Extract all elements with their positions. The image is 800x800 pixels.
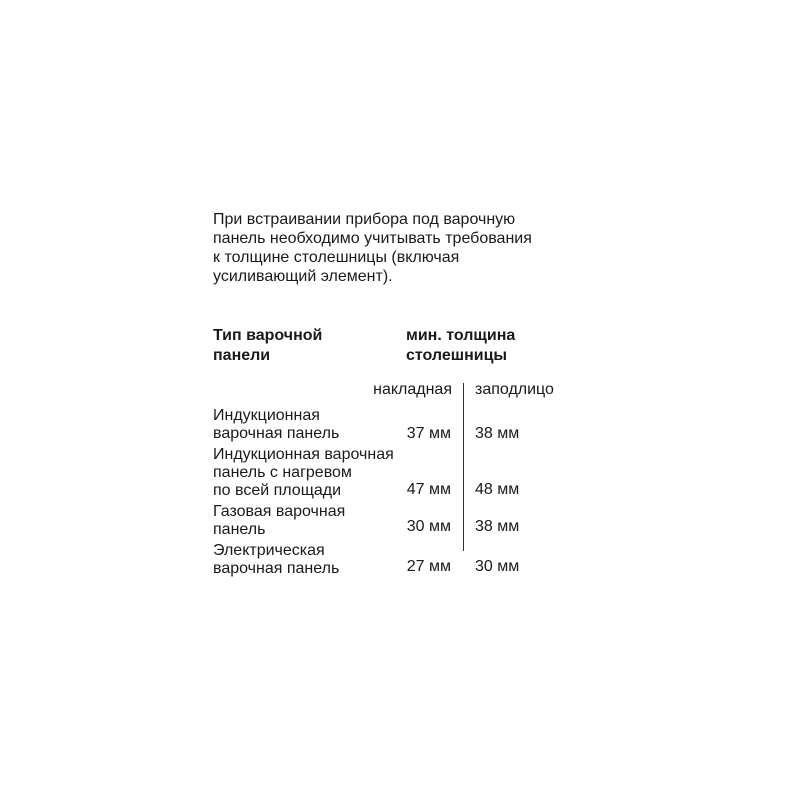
header-line: столешницы [406,347,508,364]
row-label-line: панель с нагревом [213,464,352,481]
intro-paragraph [213,210,613,286]
row-label-electric [213,542,339,578]
row-label-line: Индукционная [213,407,320,424]
column-header-min-thickness [406,326,515,366]
row-label-gas [213,503,345,539]
header-line: панели [213,347,271,364]
intro-line: к толщине столешницы (включая [213,249,460,266]
subheader-flush: заподлицо [475,381,554,398]
row-label-line: Индукционная варочная [213,446,394,463]
subheader-overlay: накладная [373,381,452,398]
value-flush-induction: 38 мм [475,425,520,442]
value-flush-electric: 30 мм [475,558,520,575]
intro-line: При встраивании прибора под варочную [213,211,516,228]
value-overlay-electric: 27 мм [406,558,451,575]
column-divider [463,383,464,551]
row-label-line: Газовая варочная [213,503,346,520]
intro-line: панель необходимо учитывать требования [213,230,532,247]
column-header-hob-type [213,326,322,366]
value-flush-induction-full-area: 48 мм [475,481,520,498]
row-label-line: по всей площади [213,482,342,499]
row-label-line: варочная панель [213,560,340,577]
header-line: Тип варочной [213,327,323,344]
value-overlay-induction-full-area: 47 мм [406,481,451,498]
value-flush-gas: 38 мм [475,518,520,535]
row-label-line: Электрическая [213,542,325,559]
row-label-induction-full-area [213,446,394,500]
row-label-line: варочная панель [213,425,340,442]
intro-line: усиливающий элемент). [213,268,393,285]
header-line: мин. толщина [406,327,516,344]
row-label-induction [213,407,339,443]
value-overlay-gas: 30 мм [406,518,451,535]
value-overlay-induction: 37 мм [406,425,451,442]
row-label-line: панель [213,521,266,538]
